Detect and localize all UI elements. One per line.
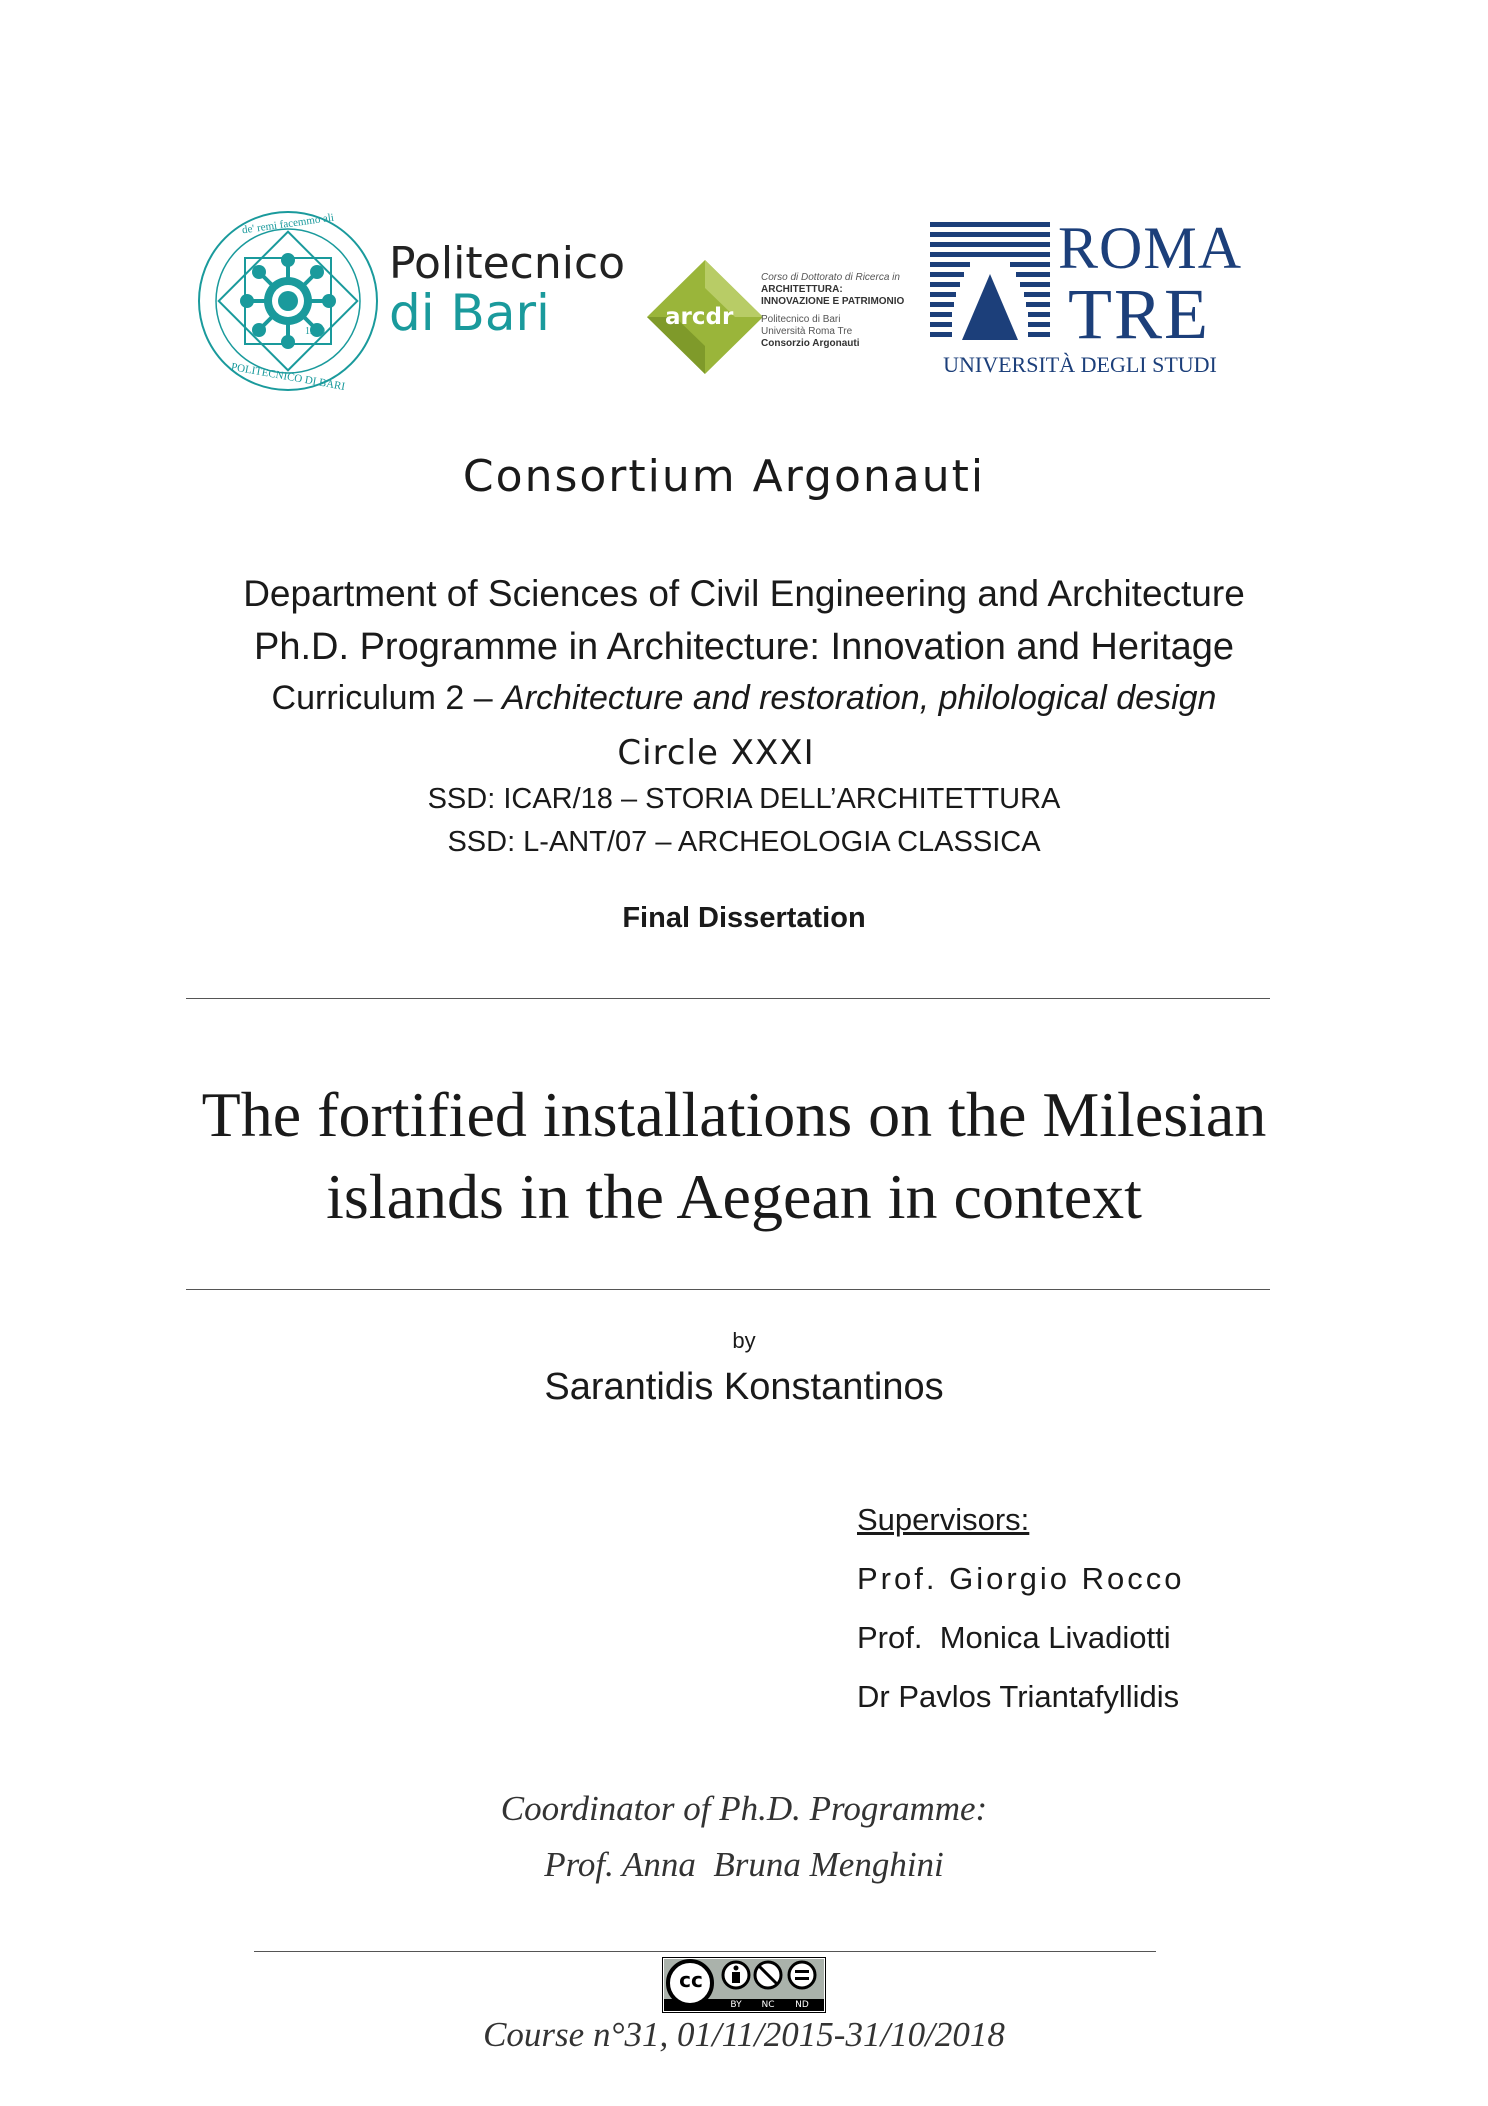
by-label: by	[732, 1328, 756, 1353]
roma-word: ROMA	[1058, 215, 1243, 281]
arcdr-line-1: Corso di Dottorato di Ricerca in	[761, 272, 900, 283]
arcdr-line-4: Politecnico di Bari	[761, 314, 841, 325]
roma-tre-arch-icon	[930, 222, 1050, 350]
divider-middle	[186, 1289, 1270, 1290]
supervisor-2: Prof. Monica Livadiotti	[857, 1620, 1171, 1655]
programme-line: Ph.D. Programme in Architecture: Innovation and Heritage	[253, 626, 1235, 668]
cc-license-badge	[662, 1957, 826, 2013]
politecnico-word: Politecnico	[389, 238, 626, 289]
curriculum-line	[0, 679, 1488, 718]
consortium-name: Consortium Argonauti	[462, 451, 986, 502]
ssd-line-2: SSD: L-ANT/07 – ARCHEOLOGIA CLASSICA	[447, 826, 1041, 858]
supervisor-1: Prof. Giorgio Rocco	[857, 1561, 1185, 1596]
arcdr-line-2: ARCHITETTURA:	[761, 284, 843, 295]
logo-politecnico-di-bari	[195, 208, 626, 393]
curriculum-prefix: Curriculum 2 –	[271, 679, 503, 717]
supervisors-heading: Supervisors:	[857, 1502, 1030, 1537]
coordinator-label: Coordinator of Ph.D. Programme:	[500, 1789, 988, 1828]
cc-term-nd: ND	[795, 2000, 809, 2010]
cc-term-nc: NC	[761, 2000, 775, 2010]
arcdr-line-5: Università Roma Tre	[761, 326, 853, 337]
dissertation-title-line-1: The fortified installations on the Milesian	[201, 1079, 1267, 1150]
tre-word: TRE	[1068, 274, 1210, 354]
arcdr-caption	[761, 272, 921, 350]
author-name: Sarantidis Konstantinos	[544, 1366, 944, 1408]
politecnico-seal-year: 1990	[305, 326, 325, 337]
di-bari-word: di Bari	[389, 284, 550, 342]
arcdr-line-3: INNOVAZIONE E PATRIMONIO	[761, 296, 905, 307]
politecnico-seal-text-top: de' remi facemmo ali	[241, 211, 335, 237]
cc-mark: cc	[679, 1968, 703, 1992]
politecnico-seal-text-bottom: POLITECNICO DI BARI	[230, 361, 346, 393]
arcdr-line-6: Consorzio Argonauti	[761, 338, 860, 349]
ssd-line-1: SSD: ICAR/18 – STORIA DELL’ARCHITETTURA	[427, 783, 1061, 815]
supervisor-3: Dr Pavlos Triantafyllidis	[857, 1679, 1180, 1714]
divider-bottom	[254, 1951, 1156, 1952]
dissertation-title-line-2: islands in the Aegean in context	[326, 1161, 1142, 1232]
final-dissertation-label: Final Dissertation	[622, 902, 866, 934]
curriculum-title: Architecture and restoration, philological design	[502, 679, 1217, 717]
department-line: Department of Sciences of Civil Engineering and Architecture	[243, 573, 1245, 614]
politecnico-seal-icon	[195, 208, 381, 394]
universita-degli-studi: UNIVERSITÀ DEGLI STUDI	[943, 352, 1217, 377]
cc-term-by: BY	[730, 2000, 742, 2010]
circle-line: Circle XXXI	[617, 733, 815, 773]
coordinator-name: Prof. Anna Bruna Menghini	[544, 1845, 944, 1884]
divider-top	[186, 998, 1270, 999]
course-line: Course n°31, 01/11/2015-31/10/2018	[483, 2015, 1005, 2054]
logo-roma-tre	[930, 215, 1243, 382]
logo-arcdr	[645, 258, 915, 376]
arcdr-mark: arcdr	[665, 304, 734, 330]
